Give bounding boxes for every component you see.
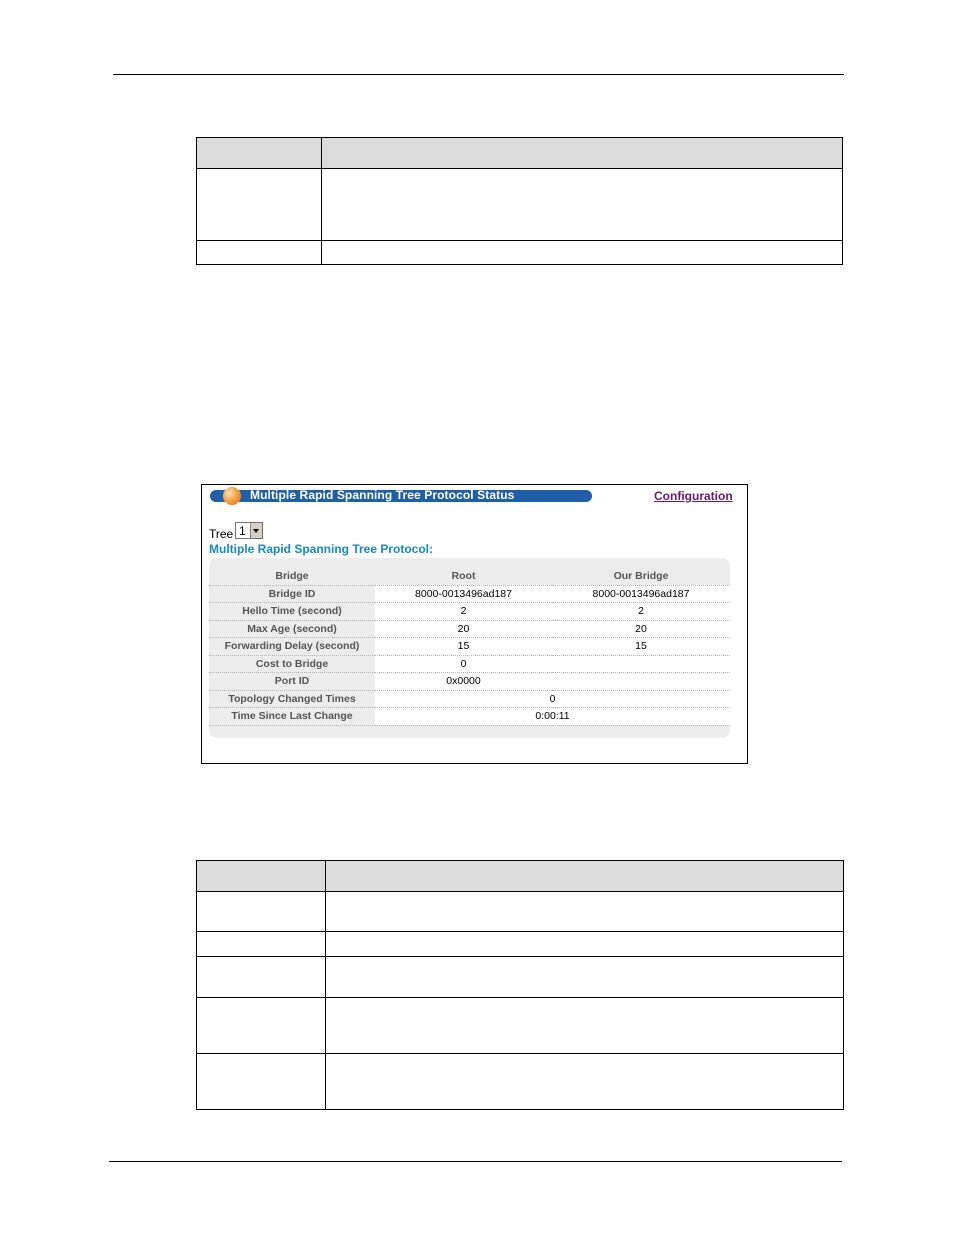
table-cell (197, 892, 326, 932)
row-label: Cost to Bridge (209, 655, 375, 673)
root-value: 8000-0013496ad187 (375, 585, 552, 603)
our-bridge-value (552, 655, 730, 673)
status-row-port-id (209, 673, 730, 691)
table-cell (197, 1054, 326, 1110)
column-header-our-bridge: Our Bridge (552, 568, 730, 585)
bottom-description-table (196, 860, 844, 1110)
status-header-row (209, 568, 730, 585)
column-header-bridge: Bridge (209, 568, 375, 585)
table-cell (197, 957, 326, 998)
row-label: Bridge ID (209, 585, 375, 603)
panel-title: Multiple Rapid Spanning Tree Protocol Status (250, 488, 515, 502)
table-cell (326, 892, 844, 932)
row-label: Time Since Last Change (209, 708, 375, 726)
status-row-hello-time (209, 603, 730, 621)
tree-selected-value: 1 (239, 524, 246, 538)
table-cell (197, 932, 326, 957)
our-bridge-value (552, 673, 730, 691)
root-value: 0x0000 (375, 673, 552, 691)
table-row (197, 998, 844, 1054)
table-cell (326, 957, 844, 998)
top-description-table (196, 137, 843, 265)
our-bridge-value: 15 (552, 638, 730, 656)
row-label: Forwarding Delay (second) (209, 638, 375, 656)
table-row (197, 932, 844, 957)
table-cell (326, 932, 844, 957)
status-table (209, 568, 730, 726)
table-row (197, 169, 843, 241)
table-cell (322, 241, 843, 265)
table-cell (197, 169, 322, 241)
configuration-link[interactable]: Configuration (654, 489, 733, 503)
root-value: 0 (375, 655, 552, 673)
status-row-forwarding-delay (209, 638, 730, 656)
table-cell (197, 241, 322, 265)
root-value: 15 (375, 638, 552, 656)
row-value: 0 (375, 690, 730, 708)
footer-rule (109, 1161, 842, 1162)
header-cell (322, 138, 843, 169)
table-row (197, 241, 843, 265)
status-box (209, 558, 730, 738)
column-header-root: Root (375, 568, 552, 585)
header-rule (113, 74, 844, 75)
orb-icon (223, 487, 241, 505)
table-cell (322, 169, 843, 241)
row-label: Port ID (209, 673, 375, 691)
title-bar (210, 490, 592, 502)
row-label: Topology Changed Times (209, 690, 375, 708)
tree-label: Tree (209, 527, 234, 541)
status-row-max-age (209, 620, 730, 638)
row-label: Max Age (second) (209, 620, 375, 638)
status-row-topology-changed (209, 690, 730, 708)
header-cell (197, 138, 322, 169)
our-bridge-value: 20 (552, 620, 730, 638)
header-cell (326, 861, 844, 892)
status-row-bridge-id (209, 585, 730, 603)
mrstp-status-screenshot (201, 484, 748, 764)
root-value: 20 (375, 620, 552, 638)
table-row (197, 1054, 844, 1110)
chevron-down-icon[interactable] (250, 523, 262, 538)
root-value: 2 (375, 603, 552, 621)
row-value: 0:00:11 (375, 708, 730, 726)
table-header-row (197, 138, 843, 169)
table-row (197, 957, 844, 998)
table-row (197, 892, 844, 932)
table-cell (326, 998, 844, 1054)
our-bridge-value: 2 (552, 603, 730, 621)
status-row-time-since-change (209, 708, 730, 726)
table-cell (326, 1054, 844, 1110)
table-header-row (197, 861, 844, 892)
our-bridge-value: 8000-0013496ad187 (552, 585, 730, 603)
header-cell (197, 861, 326, 892)
section-heading: Multiple Rapid Spanning Tree Protocol: (209, 542, 434, 556)
tree-select[interactable] (235, 522, 263, 539)
table-cell (197, 998, 326, 1054)
status-row-cost-to-bridge (209, 655, 730, 673)
row-label: Hello Time (second) (209, 603, 375, 621)
